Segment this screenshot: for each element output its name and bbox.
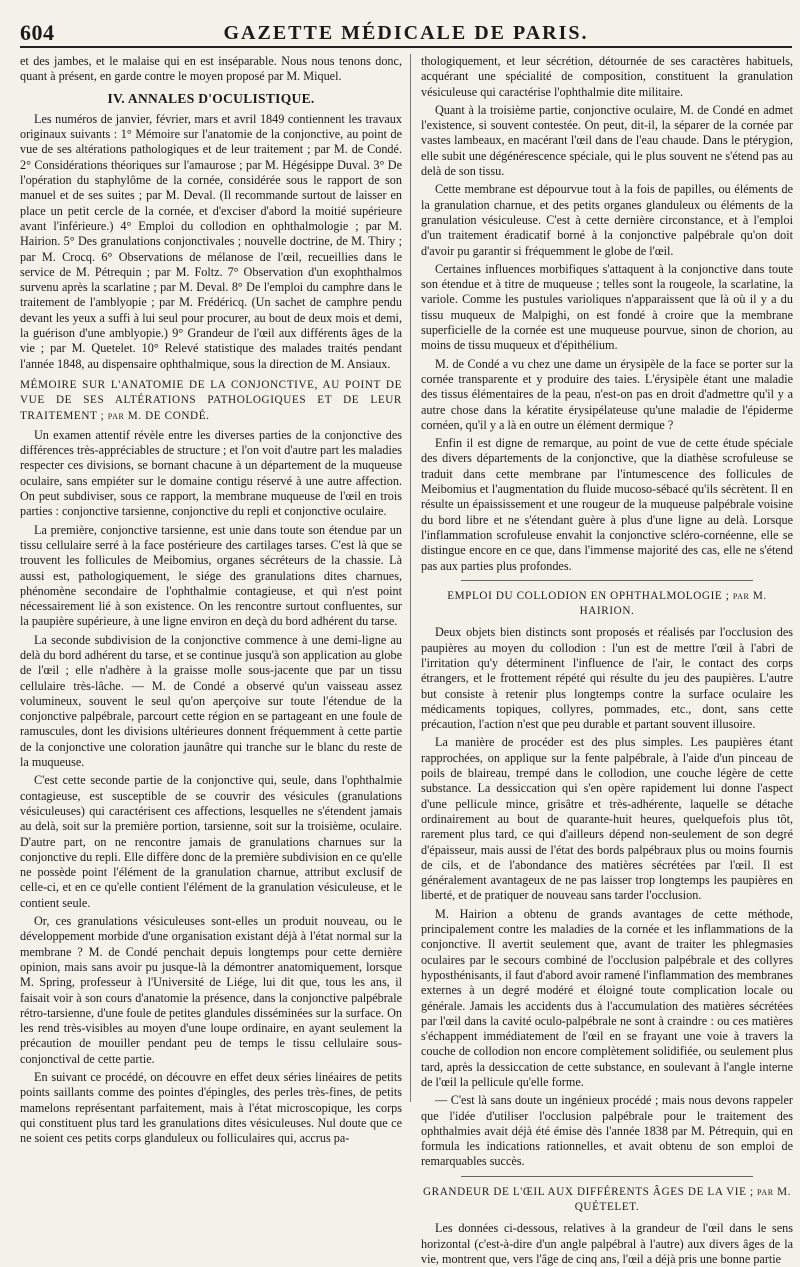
memoir-continuation-6: Enfin il est digne de remarque, au point de vue de cette étude spéciale des divers départements de la conjonctive, que la diathèse scrofuleuse se traduit dans cette membrane par l'intumescence des follicules de Meibomius et l'augmentation du fluide mucoso-sébacé qu'ils sécrètent. Il en résulte un épaississement et une rougeur de la muqueuse palpébrale voisine du bord libre et ne s'étendant guère à plus d'une ligne au delà. Lorsque l'inflammation scrofuleuse envahit la conjonctive scléro-cornéenne, elle se distingue encore en ce que, dans l'immense majorité des cas, elle ne s'étend pas aux parties plus profondes. — [421, 436, 793, 573]
memoir-paragraph-5: Or, ces granulations vésiculeuses sont-elles un produit nouveau, ou le développement morbide d'une organisation existant déjà à l'état normal sur la membrane ? M. de Condé penchait depuis longtemps pour cette dernière opinion, mais sans avoir pu jusque-là la démontrer anatomiquement, lorsque M. Spring, professeur à l'Université de Liége, lui dit que, tous les ans, il faisait voir à son cours d'anatomie la présence, dans la conjonctive palpébrale rétro-tarsienne, d'une foule de petites glandules disséminées sur la surface. On les rend très-visibles au moyen d'une loupe ordinaire, en ayant seulement la précaution de mouiller pendant peu de temps le tissu cellulaire sous-conjonctival de cette partie. — [20, 914, 402, 1066]
collodion-paragraph-4: — C'est là sans doute un ingénieux procédé ; mais nous devons rappeler que l'idée d'utiliser l'occlusion palpébrale pour le traitement des ophthalmies avait déjà été émise dès l'année 1838 par M. Pétrequin, qui en formula les indications rationnelles, et avait obtenu de son emploi de remarquables succès. — [421, 1093, 793, 1169]
collodion-paragraph-2: La manière de procéder est des plus simples. Les paupières étant rapprochées, on applique sur la fente palpébrale, à l'aide d'un pinceau de poils de blaireau, trempé dans le collodion, une couche légère de cette substance. La dessiccation qui s'en opère rapidement lui donne l'aspect d'une pellicule mince, grisâtre et très-adhérente, laquelle se détache ordinairement au bout de quarante-huit heures, quelquefois plus tôt, rarement plus tard, ce qui d'ailleurs dépend non-seulement de son degré d'épaisseur, mais aussi de l'état des bords palpébraux plus ou moins fournis de cils, et de l'abondance des matières sécrétées par l'œil. Il est généralement avantageux de ne pas laisser trop longtemps les paupières en liberté, et de pratiquer de nouveau sans tarder l'occlusion. — [421, 735, 793, 903]
memoir-paragraph-2: La première, conjonctive tarsienne, est unie dans toute son étendue par un tissu cellulaire serré à la face postérieure des cartilages tarses. C'est là que se trouvent les follicules de Meibomius, organes sécréteurs de la chassie. Là aussi est, pathologiquement, le siége des granulations dites charnues, phénomène secondaire de l'ophthalmie contagieuse, et qui n'est point nécessairement lié à son existence. On les rencontre surtout confluentes, sur la paupière supérieure, à une ligne environ en deçà du bord adhérent du tarse. — [20, 522, 402, 629]
left-column — [20, 54, 411, 1146]
collodion-heading: EMPLOI DU COLLODION EN OPHTHALMOLOGIE ; par M. HAIRION. — [447, 589, 767, 618]
section-title: IV. ANNALES D'OCULISTIQUE. — [107, 90, 315, 106]
memoir-heading: MÉMOIRE SUR L'ANATOMIE DE LA CONJONCTIVE, AU POINT DE VUE DE SES ALTÉRATIONS PATHOLOGIQUES ET DE LEUR TRAITEMENT ; par M. DE CONDÉ. — [20, 378, 402, 422]
section-divider — [461, 580, 753, 581]
grandeur-heading: GRANDEUR DE L'ŒIL AUX DIFFÉRENTS ÂGES DE LA VIE ; par M. QUÉTELET. — [422, 1185, 792, 1214]
memoir-continuation-1: thologiquement, et leur sécrétion, détournée de ses caractères habituels, acquérant une spécialité de composition, constituent la granulation vésiculeuse qui caractérise l'ophthalmie dite militaire. — [421, 54, 793, 99]
contents-list-paragraph: Les numéros de janvier, février, mars et avril 1849 contiennent les travaux originaux suivants : 1° Mémoire sur l'anatomie de la conjonctive, au point de vue de ses altérations pathologiques et de leur traitement ; par M. de Condé. 2° Considérations théoriques sur l'amaurose ; par M. Hégésippe Duval. 3° De l'opération du staphylôme de la cornée, considérée sous le rapport de son manuel et de ses suites ; par M. Deval. (Il recommande surtout de laisser en place un petit cercle de la cornée, et d'exciser d'abord la moitié supérieure avant l'inférieure.) 4° Emploi du collodion en ophthalmologie ; par M. Hairion. 5° Des granulations conjonctivales ; nouvelle doctrine, de M. Thiry ; par M. Crocq. 6° Observations de mélanose de l'œil, recueillies dans le service de M. Pétrequin ; par M. Foltz. 7° Observation d'un exophthalmos survenu après la scarlatine ; par M. Deval. 8° De l'emploi du camphre dans le traitement de l'amblyopie ; par M. Frédéricq. (Un sachet de camphre pendu devant les yeux a suffi à lui seul pour procurer, au bout de deux mois et demi, la guérison d'une amblyopie.) 9° Grandeur de l'œil aux différents âges de la vie ; par M. Quetelet. 10° Relevé statistique des malades traités pendant l'année 1848, au dispensaire ophthalmique, sous la direction de M. Ansiaux. — [20, 111, 402, 371]
memoir-paragraph-4: C'est cette seconde partie de la conjonctive qui, seule, dans l'ophthalmie contagieuse, est susceptible de se couvrir des vésicules (granulations vésiculeuses) qui caractérisent ces affections, lesquelles ne s'étendent jamais au delà, soit sur la première portion, tarsienne, soit sur la troisième, oculaire. D'autre part, on ne rencontre jamais de granulations charnues sur la conjonctive du repli. Elle diffère donc de la première subdivision en ce qu'elle ne possède point l'élément de la granulation charnue, attribut exclusif de celle-ci, et en ce qu'elle contient l'élément de la granulation vésiculeuse, et le contient seule. — [20, 773, 402, 910]
memoir-paragraph-3: La seconde subdivision de la conjonctive commence à une demi-ligne au delà du bord adhérent du tarse, et se continue jusqu'à son application au globe de l'œil ; elle n'adhère à la graisse molle sous-jacente que par un tissu cellulaire très-lâche. — M. de Condé a observé qu'un vaisseau assez volumineux, souvent le seul qu'on aperçoive sur toute l'étendue de la conjonctive palpébrale, parcourt cette région en se partageant en une foule de ramuscules, dont les divisions ultérieures donnent fréquemment à cette partie de la conjonctive une coloration jaunâtre qui tranche sur le blanc du reste de la muqueuse. — [20, 632, 402, 770]
journal-title: GAZETTE MÉDICALE DE PARIS. — [223, 22, 589, 44]
intro-paragraph: et des jambes, et le malaise qui en est inséparable. Nous nous tenons donc, quant à présent, en garde contre le moyen proposé par M. Miquel. — [20, 54, 402, 84]
memoir-paragraph-6: En suivant ce procédé, on découvre en effet deux séries linéaires de petits points saillants comme des pointes d'épingles, des perles très-fines, de petits mamelons représentant parfaitement, mais à l'état microscopique, les corps qui constituent plus tard les granulations dites vésiculeuses. Nul doute que ce ne soient ces petits corps glanduleux ou folliculaires qui, accrus pa- — [20, 1070, 402, 1146]
page-header — [20, 0, 792, 48]
grandeur-paragraph-1: Les données ci-dessous, relatives à la grandeur de l'œil dans le sens horizontal (c'est-à-dire d'un angle palpébral à l'autre) aux divers âges de la vie, montrent que, vers l'âge de cinq ans, l'œil a déjà pris une bonne partie — [421, 1221, 793, 1266]
memoir-continuation-3: Cette membrane est dépourvue tout à la fois de papilles, ou éléments de la granulation charnue, et des petits organes glanduleux ou éléments de la granulation vésiculeuse. C'est à cette dernière circonstance, et à l'emploi d'un traitement éradicatif borné à la conjonctive palpébrale qu'on doit d'avoir pu garantir si fréquemment le globe de l'œil. — [421, 182, 793, 258]
collodion-paragraph-1: Deux objets bien distincts sont proposés et réalisés par l'occlusion des paupières au moyen du collodion : l'un est de mettre l'œil à l'abri de l'irritation qu'y déterminent l'influence de l'air, le contact des corps étrangers, et le frottement répété qui résulte du jeu des paupières. L'autre but consiste à retenir plus longtemps contre la surface oculaire les médicaments topiques, collyres, pommades, etc., dont, sans cette précaution, l'action n'est que peu durable et partant souvent illusoire. — [421, 625, 793, 732]
text-columns — [20, 54, 793, 1266]
memoir-paragraph-1: Un examen attentif révèle entre les diverses parties de la conjonctive des différences très-appréciables de structure ; et l'on voit d'autre part les maladies respecter ces divisions, se bornant chacune à un département de la muqueuse oculaire, sans empiéter sur le domaine contigu réservé à une autre affection. On peut subdiviser, sous ce rapport, la membrane muqueuse de l'œil en trois parties : conjonctive tarsienne, conjonctive du repli et conjonctive oculaire. — [20, 427, 402, 519]
section-divider-2 — [461, 1176, 753, 1177]
right-column — [421, 54, 793, 1266]
page-number: 604 — [20, 20, 55, 45]
collodion-paragraph-3: M. Hairion a obtenu de grands avantages de cette méthode, principalement contre les maladies de la cornée et les inflammations de la conjonctive. Il avertit seulement que, avant de traiter les phlegmasies oculaires par le secours combiné de l'occlusion palpébrale et des collyres hyposthénisants, il faut d'abord avoir ramené l'inflammation des membranes externes à un degré modéré et éloigné toute complication locale ou générale. Jamais les accidents dus à l'accumulation des matières sécrétées par l'œil dans la cavité oculo-palpébrale ne sont à craindre : ou ces matières s'échappent immédiatement de l'œil en se frayant une voie à travers la couche de collodion non encore complètement solidifiée, ou seulement plus tard, après la dessiccation de cette substance, en soulevant à l'angle interne de l'œil la pellicule qu'elle forme. — [421, 906, 793, 1089]
memoir-continuation-4: Certaines influences morbifiques s'attaquent à la conjonctive dans toute son étendue et à titre de muqueuse ; telles sont la rougeole, la scarlatine, la variole. Comme les pustules varioliques n'apparaissent que là où il y a du tissu muqueux de Malpighi, on est fondé à croire que la membrane superficielle de la cornée est une muqueuse pourvue, sinon de chorion, au moins de tissu muqueux et d'épithélium. — [421, 261, 793, 353]
memoir-continuation-2: Quant à la troisième partie, conjonctive oculaire, M. de Condé en admet l'existence, si souvent contestée. On peut, dit-il, la séparer de la cornée par vastes lambeaux, en macérant l'œil dans de l'eau chaude. Dans le ptérygion, elle subit une dégénérescence spéciale, qui le plus souvent ne s'étend pas au delà de son tissu. — [421, 102, 793, 179]
memoir-continuation-5: M. de Condé a vu chez une dame un érysipèle de la face se porter sur la cornée transparente et y produire des taies. L'érysipèle étant une maladie des tissus élémentaires de la peau, n'est-on pas en droit d'admettre qu'il y a autre chose dans la kératite érysipélateuse qu'une maladie de l'épiderme cornéen, qu'il y a là en outre un élément dermique ? — [421, 356, 793, 432]
